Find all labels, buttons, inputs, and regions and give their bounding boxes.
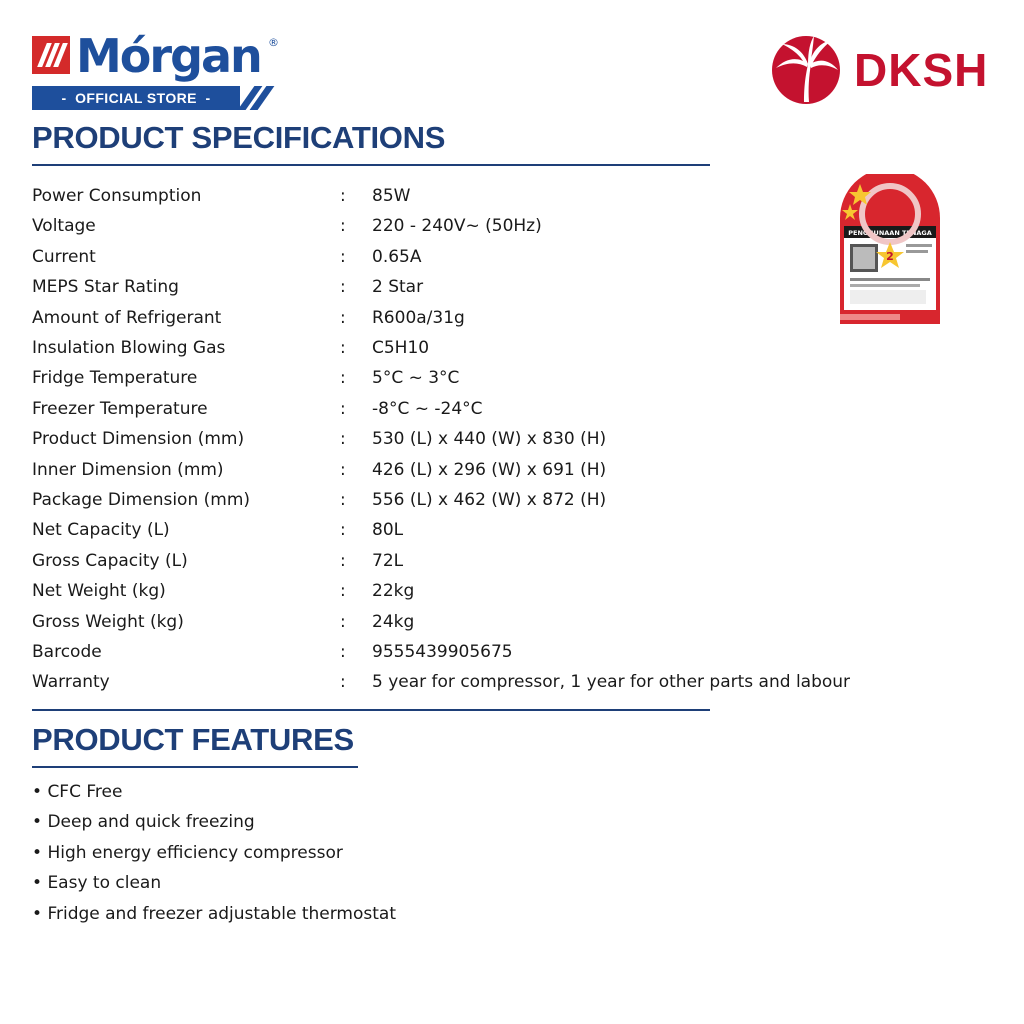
spec-value: 9555439905675	[372, 642, 513, 662]
spec-separator: :	[340, 307, 346, 328]
registered-mark: ®	[268, 36, 279, 49]
features-title: PRODUCT FEATURES	[32, 722, 354, 757]
spec-separator: :	[340, 459, 346, 480]
bullet-icon: •	[32, 842, 43, 863]
spec-row	[32, 485, 912, 515]
spec-row	[32, 515, 912, 545]
spec-label: Product Dimension (mm)	[32, 429, 245, 450]
spec-value: C5H10	[372, 338, 430, 358]
spec-value: 556 (L) x 462 (W) x 872 (H)	[372, 490, 607, 510]
spec-row	[32, 607, 912, 637]
specifications-bottom-divider	[32, 709, 710, 711]
spec-row	[32, 667, 912, 697]
spec-separator: :	[340, 520, 346, 541]
morgan-logo-mark-icon	[32, 36, 70, 74]
spec-value: 530 (L) x 440 (W) x 830 (H)	[372, 429, 607, 450]
energy-star-label-icon	[836, 174, 944, 326]
spec-label: Freezer Temperature	[32, 398, 208, 419]
spec-separator: :	[340, 186, 346, 206]
specifications-divider	[32, 164, 710, 166]
spec-separator: :	[340, 581, 346, 602]
spec-label: Voltage	[32, 216, 96, 237]
dksh-palm-icon	[768, 34, 844, 106]
spec-label: Power Consumption	[32, 186, 202, 206]
spec-value: 220 - 240V~ (50Hz)	[372, 216, 542, 237]
spec-value: 426 (L) x 296 (W) x 691 (H)	[372, 459, 607, 480]
spec-row	[32, 272, 912, 302]
spec-separator: :	[340, 277, 346, 298]
spec-separator: :	[340, 246, 346, 267]
spec-label: Fridge Temperature	[32, 368, 198, 389]
spec-value: 0.65A	[372, 246, 422, 267]
spec-label: MEPS Star Rating	[32, 277, 179, 298]
feature-item	[32, 838, 343, 868]
spec-value: 5 year for compressor, 1 year for other parts and labour	[372, 672, 851, 693]
spec-separator: :	[340, 429, 346, 450]
spec-value: 80L	[372, 520, 404, 541]
official-store-banner: - OFFICIAL STORE -	[32, 86, 240, 110]
features-divider	[32, 766, 358, 768]
bullet-icon: •	[32, 782, 43, 802]
specifications-title: PRODUCT SPECIFICATIONS	[32, 120, 446, 155]
spec-separator: :	[340, 550, 346, 571]
feature-text: Fridge and freezer adjustable thermostat	[47, 903, 396, 924]
spec-separator: :	[340, 642, 346, 662]
morgan-logo	[32, 30, 282, 112]
feature-text: Deep and quick freezing	[47, 812, 255, 833]
spec-value: 24kg	[372, 611, 415, 632]
spec-label: Current	[32, 246, 96, 267]
feature-text: Easy to clean	[47, 873, 162, 894]
spec-separator: :	[340, 368, 346, 389]
bullet-icon: •	[32, 873, 43, 894]
official-store-label: OFFICIAL STORE	[75, 90, 197, 106]
energy-label-stars: 2	[886, 250, 894, 263]
dksh-brand-name: DKSH	[854, 44, 989, 96]
spec-separator: :	[340, 611, 346, 632]
spec-label: Inner Dimension (mm)	[32, 459, 224, 480]
spec-label: Barcode	[32, 642, 102, 662]
spec-value: 2 Star	[372, 277, 424, 298]
feature-item	[32, 807, 255, 837]
spec-separator: :	[340, 490, 346, 510]
spec-value: 22kg	[372, 581, 415, 602]
spec-row	[32, 424, 912, 454]
spec-row	[32, 394, 912, 424]
feature-item	[32, 868, 161, 898]
bullet-icon: •	[32, 903, 43, 924]
spec-value: -8°C ~ -24°C	[372, 398, 483, 419]
spec-row	[32, 363, 912, 393]
spec-row	[32, 576, 912, 606]
spec-label: Insulation Blowing Gas	[32, 338, 226, 358]
spec-label: Gross Capacity (L)	[32, 550, 188, 571]
spec-label: Amount of Refrigerant	[32, 307, 222, 328]
bullet-icon: •	[32, 812, 43, 833]
morgan-brand-name: Mórgan	[76, 29, 261, 83]
feature-text: CFC Free	[47, 782, 123, 802]
spec-row	[32, 546, 912, 576]
spec-label: Gross Weight (kg)	[32, 611, 184, 632]
spec-row	[32, 303, 912, 333]
feature-item	[32, 899, 396, 929]
spec-row	[32, 333, 912, 363]
spec-label: Net Weight (kg)	[32, 581, 166, 602]
spec-value: R600a/31g	[372, 307, 465, 328]
spec-value: 72L	[372, 550, 404, 571]
spec-row	[32, 242, 912, 272]
feature-text: High energy efficiency compressor	[47, 842, 343, 863]
spec-row	[32, 455, 912, 485]
feature-item	[32, 777, 122, 807]
dksh-logo	[768, 34, 998, 106]
spec-label: Package Dimension (mm)	[32, 490, 251, 510]
spec-label: Warranty	[32, 672, 110, 693]
spec-separator: :	[340, 672, 346, 693]
energy-label-heading: PENGGUNAAN TENAGA	[848, 229, 932, 237]
spec-row	[32, 181, 912, 211]
spec-value: 85W	[372, 186, 411, 206]
spec-row	[32, 211, 912, 241]
spec-separator: :	[340, 398, 346, 419]
spec-value: 5°C ~ 3°C	[372, 368, 460, 389]
spec-separator: :	[340, 216, 346, 237]
spec-separator: :	[340, 338, 346, 358]
spec-label: Net Capacity (L)	[32, 520, 170, 541]
spec-row	[32, 637, 912, 667]
